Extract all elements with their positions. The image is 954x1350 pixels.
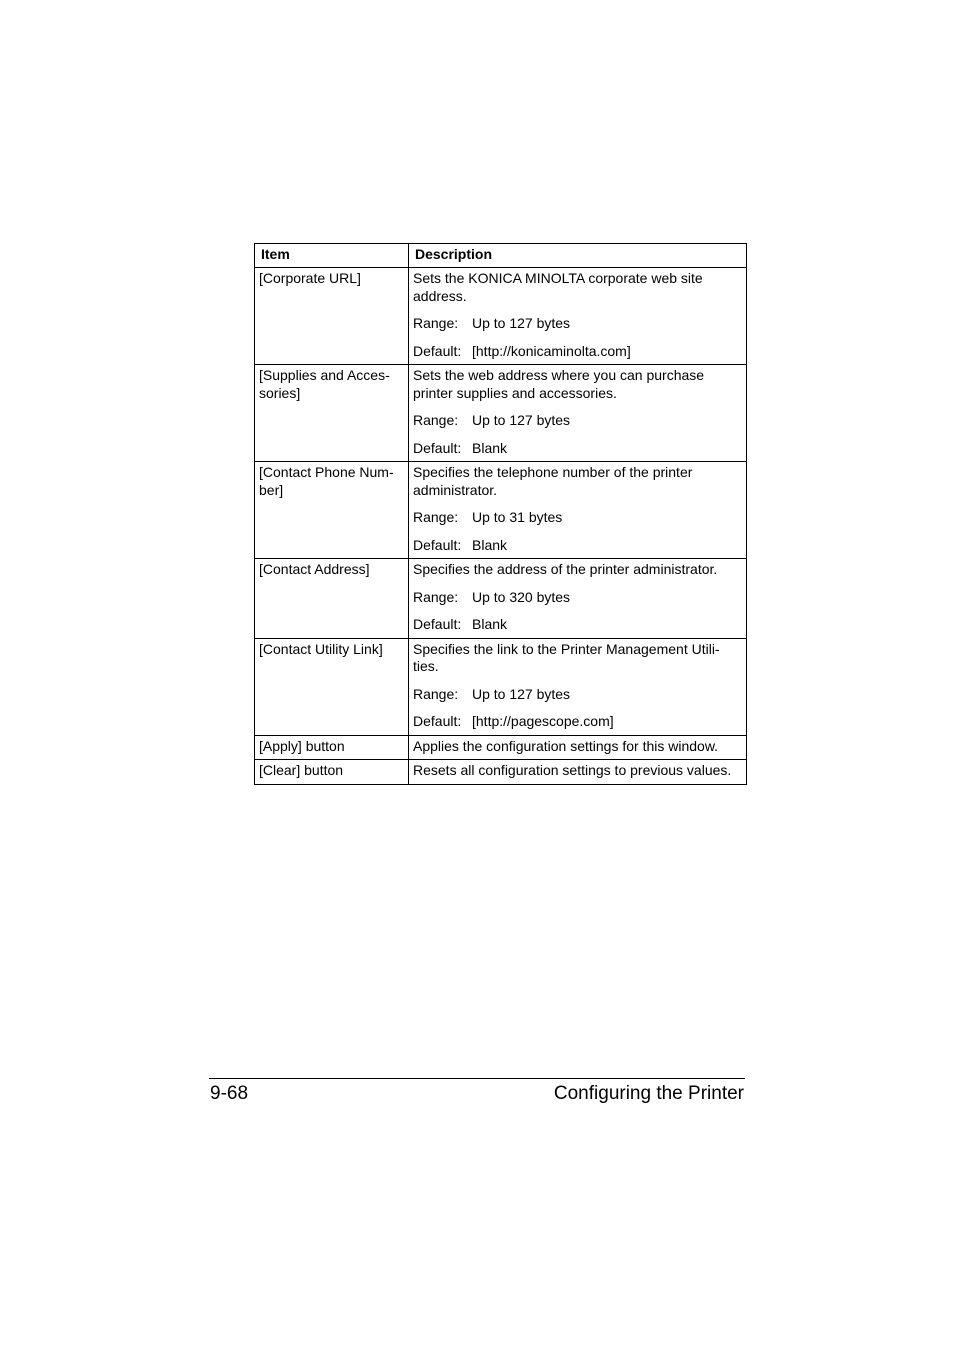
default-line — [413, 343, 742, 361]
default-value: Blank — [472, 536, 508, 553]
description-cell — [409, 760, 747, 785]
range-label: Range: — [413, 315, 459, 331]
description-text: Applies the configuration settings for this window. — [413, 737, 719, 754]
table-row — [255, 462, 747, 559]
item-label: [Contact Address] — [259, 561, 370, 577]
description-cell — [409, 559, 747, 639]
range-line — [413, 686, 742, 704]
item-cell — [255, 268, 409, 365]
description-text: Specifies the link to the Printer Management Utili- ties. — [413, 640, 720, 674]
item-label: [Clear] button — [259, 762, 344, 778]
default-line — [413, 616, 742, 634]
table-row — [255, 559, 747, 639]
default-value: Blank — [472, 616, 508, 632]
range-label: Range: — [413, 685, 459, 702]
description-cell — [409, 638, 747, 735]
table-row — [255, 735, 747, 760]
default-label: Default: — [413, 342, 462, 359]
description-cell — [409, 268, 747, 365]
table-row — [255, 638, 747, 735]
default-label: Default: — [413, 439, 462, 456]
default-value: [http://konicaminolta.com] — [472, 342, 631, 359]
description-text: Sets the KONICA MINOLTA corporate web site address. — [413, 270, 703, 304]
range-label: Range: — [413, 509, 459, 525]
page-number: 9-68 — [210, 1083, 249, 1104]
description-text: Resets all configuration settings to previous values. — [413, 762, 732, 778]
description-text: Specifies the address of the printer administrator. — [413, 561, 718, 577]
table-row — [255, 268, 747, 365]
default-line — [413, 537, 742, 555]
range-value: Up to 127 bytes — [472, 685, 571, 702]
description-text: Sets the web address where you can purchase printer supplies and accessories. — [413, 367, 705, 401]
header-item: Item — [255, 244, 409, 268]
item-cell — [255, 462, 409, 559]
footer-divider — [209, 1078, 745, 1079]
table-row — [255, 365, 747, 462]
default-line — [413, 713, 742, 731]
header-description: Description — [409, 244, 747, 268]
range-value: Up to 320 bytes — [472, 588, 571, 605]
default-label: Default: — [413, 713, 462, 729]
range-line — [413, 412, 742, 430]
item-cell — [255, 559, 409, 639]
range-line — [413, 589, 742, 607]
item-cell — [255, 365, 409, 462]
range-line — [413, 509, 742, 527]
item-cell — [255, 760, 409, 785]
item-label: [Supplies and Acces- sories] — [259, 367, 390, 401]
item-label: [Apply] button — [259, 737, 345, 754]
description-cell — [409, 462, 747, 559]
range-line — [413, 315, 742, 333]
range-label: Range: — [413, 412, 459, 428]
item-label: [Contact Phone Num- ber] — [259, 464, 394, 498]
range-value: Up to 31 bytes — [472, 509, 563, 525]
range-value: Up to 127 bytes — [472, 315, 571, 331]
section-title: Configuring the Printer — [553, 1083, 744, 1104]
table-header-row — [255, 244, 747, 268]
range-label: Range: — [413, 588, 459, 605]
description-cell — [409, 735, 747, 760]
default-value: [http://pagescope.com] — [472, 713, 614, 729]
description-cell — [409, 365, 747, 462]
default-label: Default: — [413, 536, 462, 553]
table-row — [255, 760, 747, 785]
item-cell — [255, 638, 409, 735]
default-label: Default: — [413, 616, 462, 632]
settings-table — [254, 243, 747, 785]
item-label: [Contact Utility Link] — [259, 640, 383, 657]
item-cell — [255, 735, 409, 760]
range-value: Up to 127 bytes — [472, 412, 571, 428]
description-text: Specifies the telephone number of the printer administrator. — [413, 464, 693, 498]
default-line — [413, 440, 742, 458]
item-label: [Corporate URL] — [259, 270, 361, 286]
default-value: Blank — [472, 439, 508, 456]
